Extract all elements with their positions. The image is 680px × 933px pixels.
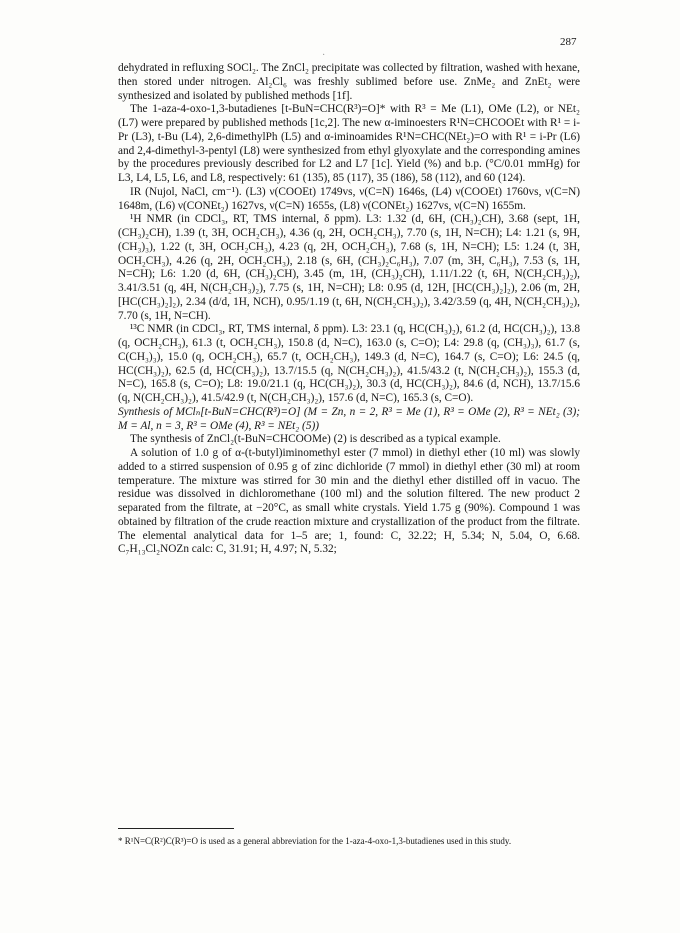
footnote: * R¹N=C(R²)C(R³)=O is used as a general abbreviation for the 1-aza-4-oxo-1,3-butadienes used in this study.	[118, 836, 512, 846]
page-speck: ·	[322, 50, 326, 61]
paragraph-procedure: A solution of 1.0 g of α-(t-butyl)iminomethyl ester (7 mmol) in diethyl ether (10 ml) was slowly added to a stirred suspension of 0.95 g of zinc dichloride (7 mmol) in diethyl ether (30 ml) at room temperature. The mixture was stirred for 30 min and the diethyl ether distilled off in vacuo. The residue was dissolved in dichloromethane (100 ml) and the solution filtered. The new product 2 separated from the filtrate, at −20°C, as small white crystals. Yield 1.75 g (90%). Compound 1 was obtained by filtration of the crude reaction mixture and crystallization of the product from the filtrate. The elemental analytical data for 1–5 are; 1, found: C, 32.22; H, 5.34; N, 5.04, O, 6.68. C₇H₁₃Cl₂NOZn calc: C, 31.91; H, 4.97; N, 5.32;	[118, 447, 580, 556]
paragraph-typical-example: The synthesis of ZnCl₂(t-BuN=CHCOOMe) (2) is described as a typical example.	[130, 433, 501, 446]
paragraph-ir-data: IR (Nujol, NaCl, cm⁻¹). (L3) ν(COOEt) 1749vs, ν(C=N) 1646s, (L4) ν(COOEt) 1760vs, ν(C=N) 1648m, (L6) ν(CONEt₂) 1627vs, ν(C=N) 1655s, (L8) ν(CONEt₂) 1627vs, ν(C=N) 1655m.	[118, 185, 580, 212]
footnote-rule	[118, 828, 234, 829]
paragraph-ligand-synthesis: The 1-aza-4-oxo-1,3-butadienes [t-BuN=CHC(R³)=O]* with R³ = Me (L1), OMe (L2), or NEt₂ (L7) were prepared by published methods [1c,2]. The new α-iminoesters R¹N=CHCOOEt with R¹ = i-Pr (L3), t-Bu (L4), 2,6-dimethylPh (L5) and α-iminoamides R¹N=CHC(NEt₂)=O with R¹ = i-Pr (L6) and 2,4-dimethyl-3-pentyl (L8) were synthesized from ethyl glyoxylate and the corresponding amines by the procedures previously described for L2 and L7 [1c]. Yield (%) and b.p. (°C/0.01 mmHg) for L3, L4, L5, L6, and L8, respectively: 61 (135), 85 (117), 35 (186), 58 (112), and 60 (124).	[118, 103, 580, 184]
paragraph-dehydration: dehydrated in refluxing SOCl₂. The ZnCl₂ precipitate was collected by filtration, washed with hexane, then stored under nitrogen. Al₂Cl₆ was freshly sublimed before use. ZnMe₂ and ZnEt₂ were synthesized and isolated by published methods [1f].	[118, 62, 580, 102]
paragraph-13c-nmr: ¹³C NMR (in CDCl₃, RT, TMS internal, δ ppm). L3: 23.1 (q, HC(CH₃)₂), 61.2 (d, HC(CH₃)₂), 13.8 (q, OCH₂CH₃), 61.3 (t, OCH₂CH₃), 150.8 (d, N=C), 163.0 (s, C=O); L4: 29.8 (q, (CH₃)₃), 61.7 (s, C(CH₃)₃), 15.0 (q, OCH₂CH₃), 65.7 (t, OCH₂CH₃), 149.3 (d, N=C), 164.7 (s, C=O); L6: 24.5 (q, HC(CH₃)₂), 62.5 (d, HC(CH₃)₂), 13.7/15.5 (q, N(CH₂CH₃)₂), 41.5/43.2 (t, N(CH₂CH₃)₂), 155.3 (d, N=C), 165.8 (s, C=O); L8: 19.0/21.1 (q, HC(CH₃)₂), 30.3 (d, HC(CH₃)₂), 84.6 (d, NCH), 13.7/15.6 (q, N(CH₂CH₃)₂), 41.5/42.9 (t, N(CH₂CH₃)₂), 157.6 (d, N=C), 165.3 (s, C=O).	[118, 323, 580, 404]
paragraph-1h-nmr: ¹H NMR (in CDCl₃, RT, TMS internal, δ ppm). L3: 1.32 (d, 6H, (CH₃)₂CH), 3.68 (sept, 1H, (CH₃)₂CH), 1.39 (t, 3H, OCH₂CH₃), 4.36 (q, 2H, OCH₂CH₃), 7.70 (s, 1H, N=CH); L4: 1.21 (s, 9H, (CH₃)₃), 1.22 (t, 3H, OCH₂CH₃), 4.23 (q, 2H, OCH₂CH₃), 7.68 (s, 1H, N=CH); L5: 1.24 (t, 3H, OCH₂CH₃), 4.26 (q, 2H, OCH₂CH₃), 2.18 (s, 6H, (CH₃)₂C₆H₃), 7.07 (m, 3H, C₆H₃), 7.53 (s, 1H, N=CH); L6: 1.20 (d, 6H, (CH₃)₂CH), 3.45 (m, 1H, (CH₃)₂CH), 1.11/1.22 (t, 6H, N(CH₂CH₃)₂), 3.41/3.51 (q, 4H, N(CH₂CH₃)₂), 7.75 (s, 1H, N=CH); L8: 0.95 (d, 12H, [HC(CH₃)₂]₂), 2.06 (m, 2H, [HC(CH₃)₂]₂), 2.34 (d/d, 1H, NCH), 0.95/1.19 (t, 6H, N(CH₂CH₃)₂), 3.42/3.59 (q, 4H, N(CH₂CH₃)₂), 7.70 (s, 1H, N=CH).	[118, 213, 580, 322]
body-text	[118, 62, 580, 557]
page-number: 287	[560, 36, 577, 48]
section-heading-synthesis: Synthesis of MClₙ[t-BuN=CHC(R³)=O] (M = Zn, n = 2, R³ = Me (1), R³ = OMe (2), R³ = NEt₂ (3); M = Al, n = 3, R³ = OMe (4), R³ = NEt₂ (5))	[118, 405, 580, 432]
